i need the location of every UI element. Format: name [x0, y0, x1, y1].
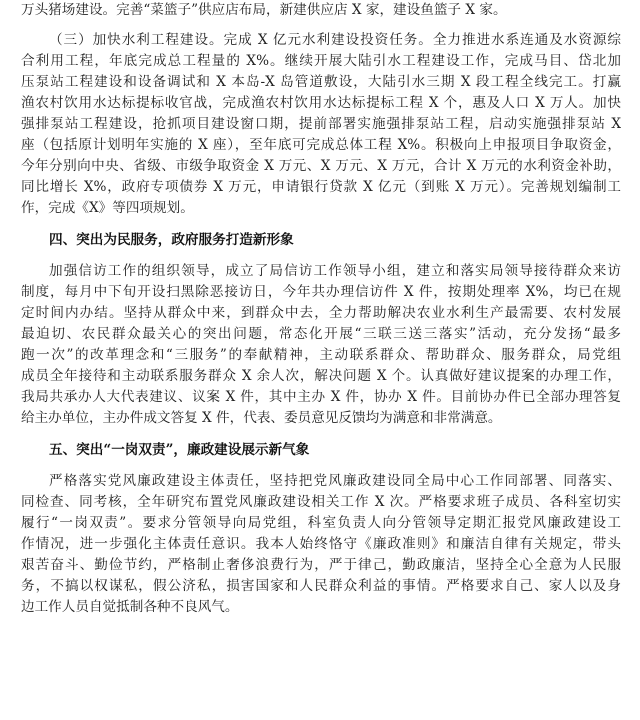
text-line: 务，不搞以权谋私，假公济私，损害国家和人民群众利益的事情。严格要求自己、家人以及身: [21, 578, 621, 594]
text-line: 渔农村饮用水达标提标收官战，完成渔农村饮用水达标提标工程 X 个，惠及人口 X 万人。加快: [21, 95, 621, 111]
paragraph-closing-previous: [21, 0, 621, 21]
text-line: 给主办单位，主办件成文答复 X 件，代表、委员意见反馈均为满意和非常满意。: [21, 410, 502, 426]
text-line: 履行“一岗双责”。要求分管领导向局党组，科室负责人向分管领导定期汇报党风廉政建设工: [21, 515, 621, 531]
text-line: 跑一次”的改革理念和“三服务”的奉献精神，主动联系群众、帮助群众、服务群众，局党组: [21, 347, 621, 363]
paragraph-clean-government: [21, 471, 621, 618]
text-line: 压泵站工程建设和设备调试和 X 本岛-X 岛管道敷设，大陆引水三期 X 段工程全线完工。打赢: [21, 74, 621, 90]
text-line: 座（包括原计划明年实施的 X 座），至年底可完成总体工程 X%。积极向上申报项目争取资金，: [21, 137, 621, 153]
text-line: 万头猪场建设。完善“菜篮子”供应店布局，新建供应店 X 家，建设鱼篮子 X 家。: [21, 2, 507, 18]
paragraph-public-service: [21, 261, 621, 429]
text-line: 合利用工程，年底完成总工程量的 X%。继续开展大陆引水工程建设工作，完成马目、岱北加: [21, 53, 621, 69]
text-line: 强排泵站工程建设，抢抓项目建设窗口期，提前部署实施强排泵站工程，启动实施强排泵站 X: [21, 116, 621, 132]
text-line: 我局共承办人大代表建议、议案 X 件，其中主办 X 件，协办 X 件。目前协办件已全部办理答复: [21, 389, 621, 405]
text-line: 艰苦奋斗、勤俭节约，严格制止奢侈浪费行为，严于律己，勤政廉洁，坚持全心全意为人民服: [21, 557, 621, 573]
document-page: [21, 0, 621, 618]
text-line: 加强信访工作的组织领导，成立了局信访工作领导小组，建立和落实局领导接待群众来访: [49, 263, 621, 279]
text-line: 作，完成《X》等四项规划。: [21, 200, 194, 216]
text-line: 制度，每月中下旬开设扫黑除恶接访日，今年共办理信访件 X 件，按期处理率 X%，均已在规: [21, 284, 621, 300]
text-line: 成员全年接待和主动联系服务群众 X 余人次，解决问题 X 个。认真做好建议提案的办理工作，: [21, 368, 621, 384]
text-line: 最迫切、农民群众最关心的突出问题，常态化开展“三联三送三落实”活动，充分发扬“最多: [21, 326, 621, 342]
section-heading-5: 五、突出“一岗双责”，廉政建设展示新气象: [49, 442, 310, 458]
text-line: 今年分别向中央、省级、市级争取资金 X 万元、X 万元、X 万元，合计 X 万元的水利资金补助，: [21, 158, 621, 174]
section-heading-4: 四、突出为民服务，政府服务打造新形象: [49, 232, 294, 248]
text-line: 作情况，进一步强化主体责任意识。我本人始终恪守《廉政准则》和廉洁自律有关规定，带头: [21, 536, 621, 552]
text-line: 定时间内办结。坚持从群众中来，到群众中去，全力帮助解决农业水利生产最需要、农村发展: [21, 305, 621, 321]
text-line: 同比增长 X%，政府专项债券 X 万元，申请银行贷款 X 亿元（到账 X 万元）。完善规划编制工: [21, 179, 621, 195]
paragraph-water-conservancy: [21, 30, 621, 219]
text-line: （三）加快水利工程建设。完成 X 亿元水利建设投资任务。全力推进水系连通及水资源综: [49, 32, 621, 48]
text-line: 严格落实党风廉政建设主体责任，坚持把党风廉政建设同全局中心工作同部署、同落实、: [49, 473, 621, 489]
text-line: 边工作人员自觉抵制各种不良风气。: [21, 599, 239, 615]
text-line: 同检查、同考核，全年研究布置党风廉政建设相关工作 X 次。严格要求班子成员、各科室切实: [21, 494, 621, 510]
